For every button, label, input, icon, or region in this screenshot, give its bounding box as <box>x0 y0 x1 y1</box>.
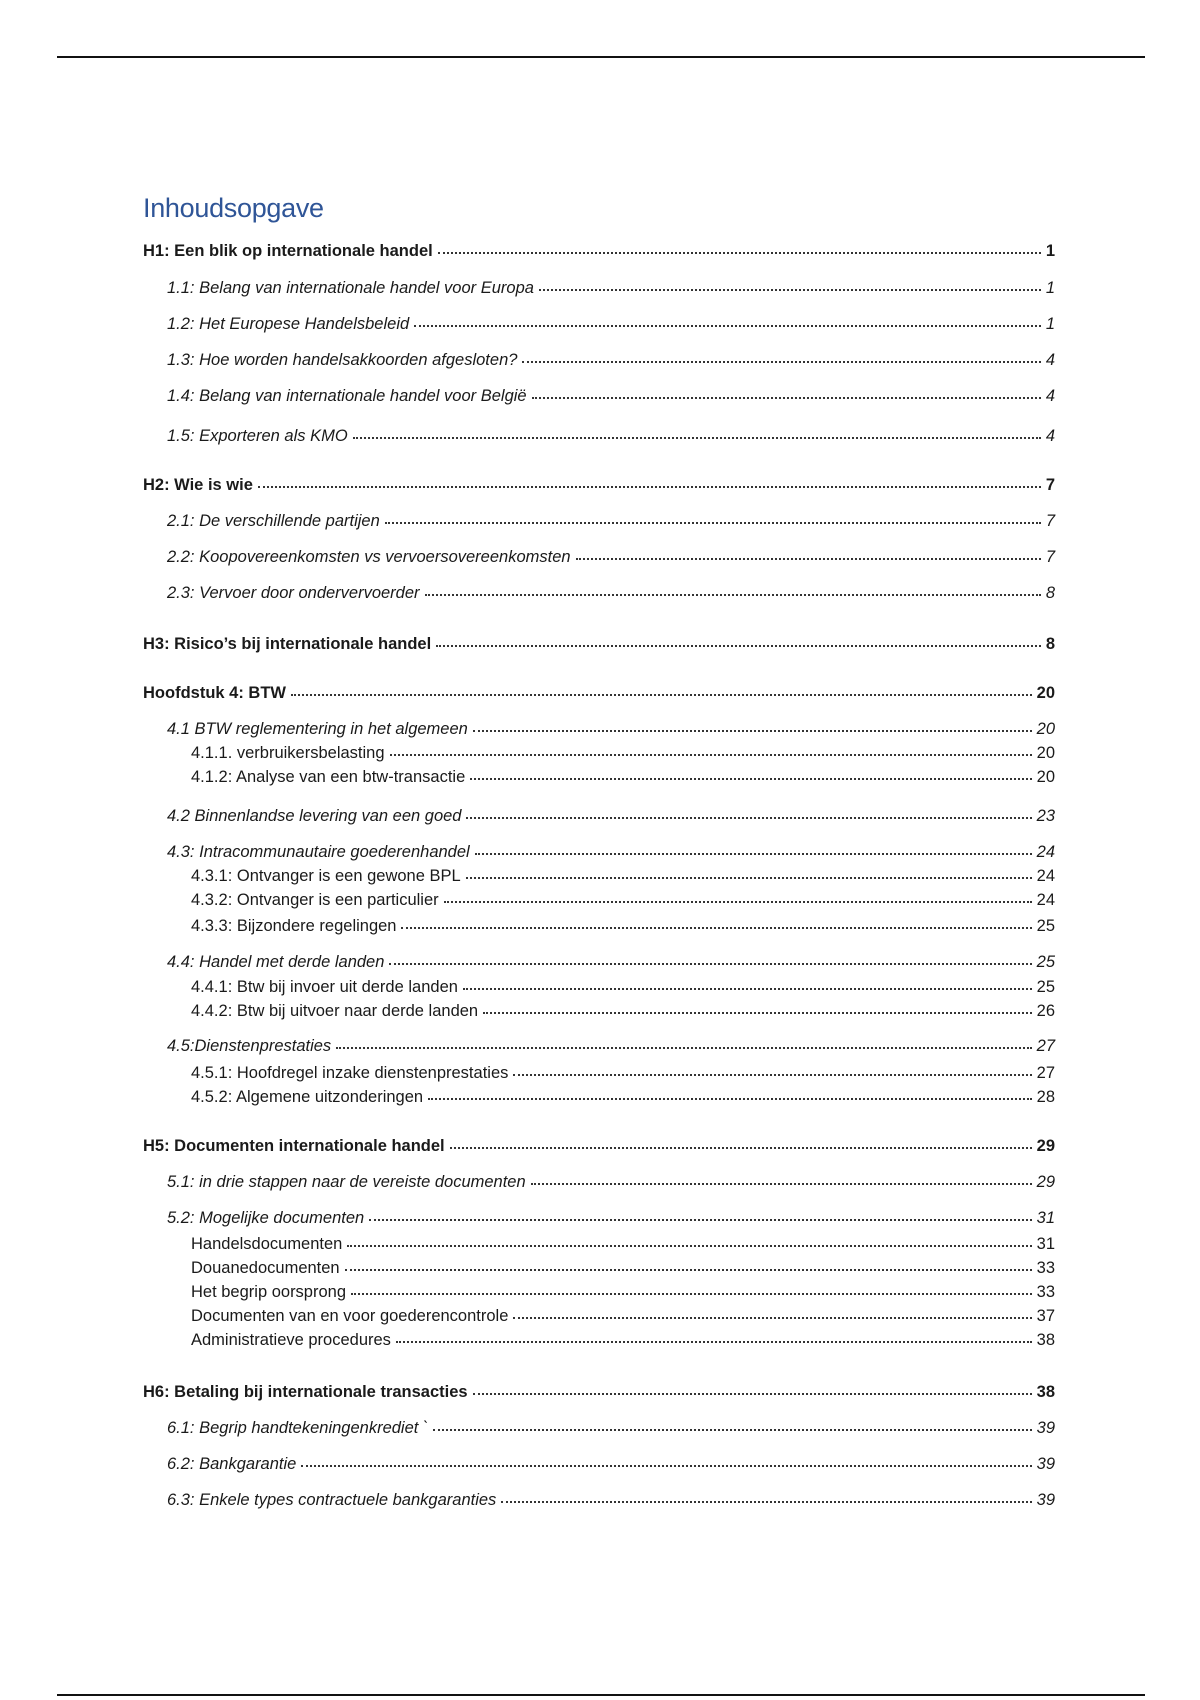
toc-entry[interactable] <box>167 951 1055 973</box>
dot-leader <box>463 984 1032 990</box>
toc-entry[interactable] <box>191 1281 1055 1303</box>
toc-entry-label: Administratieve procedures <box>191 1331 391 1349</box>
toc-entry-label: 6.1: Begrip handtekeningenkrediet ` <box>167 1419 429 1437</box>
toc-entry-label: 5.1: in drie stappen naar de vereiste documenten <box>167 1173 526 1191</box>
toc-entry-page: 25 <box>1036 953 1055 971</box>
toc-entry-page: 28 <box>1036 1088 1055 1106</box>
dot-leader <box>401 923 1031 929</box>
dot-leader <box>539 285 1041 291</box>
dot-leader <box>501 1497 1031 1503</box>
dot-leader <box>576 554 1041 560</box>
toc-entry-label: 2.1: De verschillende partijen <box>167 512 380 530</box>
toc-entry[interactable] <box>191 1000 1055 1022</box>
toc-entry-page: 39 <box>1036 1491 1055 1509</box>
toc-entry[interactable] <box>191 1086 1055 1108</box>
toc-entry-label: 2.3: Vervoer door ondervervoerder <box>167 584 420 602</box>
toc-entry-label: Douanedocumenten <box>191 1259 340 1277</box>
toc-entry[interactable] <box>167 1489 1055 1511</box>
toc-entry-page: 8 <box>1045 584 1055 602</box>
dot-leader <box>532 393 1041 399</box>
toc-entry-page: 4 <box>1045 387 1055 405</box>
toc-entry-label: 4.1 BTW reglementering in het algemeen <box>167 720 468 738</box>
dot-leader <box>390 750 1032 756</box>
toc-entry-label: 1.3: Hoe worden handelsakkoorden afgesloten? <box>167 351 518 369</box>
dot-leader <box>438 248 1041 254</box>
dot-leader <box>513 1313 1031 1319</box>
toc-entry-label: 4.3.3: Bijzondere regelingen <box>191 917 397 935</box>
toc-entry-label: 4.3.1: Ontvanger is een gewone BPL <box>191 867 461 885</box>
toc-entry-page: 7 <box>1045 548 1055 566</box>
toc-entry-page: 24 <box>1036 867 1055 885</box>
dot-leader <box>470 774 1031 780</box>
dot-leader <box>425 590 1041 596</box>
dot-leader <box>414 321 1041 327</box>
toc-entry-page: 1 <box>1045 315 1055 333</box>
toc-entry[interactable] <box>191 865 1055 887</box>
toc-entry[interactable] <box>167 1171 1055 1193</box>
toc-entry[interactable] <box>191 889 1055 911</box>
toc-entry-label: 4.5:Dienstenprestaties <box>167 1037 332 1055</box>
toc-entry-page: 29 <box>1036 1137 1055 1155</box>
dot-leader <box>428 1094 1032 1100</box>
toc-entry[interactable] <box>143 682 1055 704</box>
toc-entry-page: 4 <box>1045 427 1055 445</box>
toc-entry[interactable] <box>191 915 1055 937</box>
toc-entry-label: H3: Risico’s bij internationale handel <box>143 635 432 653</box>
dot-leader <box>291 690 1032 696</box>
toc-entry[interactable] <box>143 240 1055 262</box>
toc-entry-label: 4.1.2: Analyse van een btw-transactie <box>191 768 466 786</box>
toc-entry-page: 7 <box>1045 476 1055 494</box>
toc-entry-page: 27 <box>1036 1037 1055 1055</box>
toc-entry[interactable] <box>167 805 1055 827</box>
dot-leader <box>353 433 1041 439</box>
toc-entry-label: 4.4.1: Btw bij invoer uit derde landen <box>191 978 458 996</box>
toc-entry[interactable] <box>143 474 1055 496</box>
toc-entry[interactable] <box>167 546 1055 568</box>
toc-entry-page: 29 <box>1036 1173 1055 1191</box>
dot-leader <box>483 1008 1032 1014</box>
toc-entry[interactable] <box>191 1233 1055 1255</box>
toc-entry-page: 24 <box>1036 891 1055 909</box>
toc-entry[interactable] <box>143 633 1055 655</box>
toc-entry-label: 1.2: Het Europese Handelsbeleid <box>167 315 410 333</box>
toc-entry-page: 20 <box>1036 768 1055 786</box>
toc-entry-page: 33 <box>1036 1259 1055 1277</box>
toc-entry-label: 1.1: Belang van internationale handel voor Europa <box>167 279 534 297</box>
dot-leader <box>444 897 1032 903</box>
dot-leader <box>522 357 1040 363</box>
footer-rule <box>57 1694 1145 1696</box>
dot-leader <box>473 726 1032 732</box>
dot-leader <box>450 1143 1032 1149</box>
dot-leader <box>369 1215 1031 1221</box>
dot-leader <box>396 1337 1032 1343</box>
toc-entry[interactable] <box>167 385 1055 407</box>
toc-entry-label: H6: Betaling bij internationale transacties <box>143 1383 468 1401</box>
toc-entry-page: 23 <box>1036 807 1055 825</box>
toc-entry-label: 4.4: Handel met derde landen <box>167 953 385 971</box>
dot-leader <box>433 1425 1031 1431</box>
toc-entry-page: 38 <box>1036 1331 1055 1349</box>
toc-entry-label: 4.2 Binnenlandse levering van een goed <box>167 807 462 825</box>
toc-entry-label: 4.5.2: Algemene uitzonderingen <box>191 1088 424 1106</box>
toc-entry[interactable] <box>191 976 1055 998</box>
toc-entry-page: 33 <box>1036 1283 1055 1301</box>
toc-entry-page: 20 <box>1036 720 1055 738</box>
toc-entry-page: 1 <box>1045 242 1055 260</box>
toc-entry[interactable] <box>167 582 1055 604</box>
toc-entry-page: 24 <box>1036 843 1055 861</box>
toc-entry-page: 31 <box>1036 1235 1055 1253</box>
toc-entry-label: Handelsdocumenten <box>191 1235 343 1253</box>
toc-entry-label: 1.5: Exporteren als KMO <box>167 427 348 445</box>
toc-entry-page: 37 <box>1036 1307 1055 1325</box>
toc-entry-label: 6.3: Enkele types contractuele bankgaranties <box>167 1491 497 1509</box>
toc-entry-page: 39 <box>1036 1419 1055 1437</box>
toc-entry-label: 4.3: Intracommunautaire goederenhandel <box>167 843 470 861</box>
toc-entry-label: 1.4: Belang van internationale handel voor België <box>167 387 527 405</box>
dot-leader <box>345 1265 1032 1271</box>
toc-entry[interactable] <box>191 1062 1055 1084</box>
toc-entry-label: 2.2: Koopovereenkomsten vs vervoersovereenkomsten <box>167 548 571 566</box>
toc-entry-label: Documenten van en voor goederencontrole <box>191 1307 509 1325</box>
toc-entry[interactable] <box>167 841 1055 863</box>
dot-leader <box>336 1043 1031 1049</box>
toc-entry[interactable] <box>167 718 1055 740</box>
dot-leader <box>473 1389 1032 1395</box>
toc-entry[interactable] <box>167 277 1055 299</box>
toc-entry-page: 7 <box>1045 512 1055 530</box>
toc-entry-label: 6.2: Bankgarantie <box>167 1455 297 1473</box>
toc-entry-page: 25 <box>1036 978 1055 996</box>
toc-entry[interactable] <box>143 1135 1055 1157</box>
dot-leader <box>351 1289 1032 1295</box>
toc-entry[interactable] <box>191 1257 1055 1279</box>
toc-entry-page: 25 <box>1036 917 1055 935</box>
toc-entry[interactable] <box>191 1329 1055 1351</box>
toc-entry-label: 4.5.1: Hoofdregel inzake dienstenprestaties <box>191 1064 509 1082</box>
toc-entry-page: 26 <box>1036 1002 1055 1020</box>
toc-entry-page: 20 <box>1036 684 1055 702</box>
toc-entry-page: 27 <box>1036 1064 1055 1082</box>
toc-entry[interactable] <box>167 1035 1055 1057</box>
toc-entry-page: 1 <box>1045 279 1055 297</box>
toc-entry-label: 4.1.1. verbruikersbelasting <box>191 744 385 762</box>
dot-leader <box>385 518 1041 524</box>
toc-entry[interactable] <box>167 510 1055 532</box>
dot-leader <box>531 1179 1032 1185</box>
toc-entry-page: 4 <box>1045 351 1055 369</box>
toc-entry-label: Het begrip oorsprong <box>191 1283 347 1301</box>
toc-entry-label: 5.2: Mogelijke documenten <box>167 1209 365 1227</box>
toc-entry-page: 38 <box>1036 1383 1055 1401</box>
dot-leader <box>258 482 1041 488</box>
dot-leader <box>513 1070 1031 1076</box>
toc-title: Inhoudsopgave <box>143 193 324 223</box>
toc-entry[interactable] <box>191 1305 1055 1327</box>
dot-leader <box>466 813 1031 819</box>
dot-leader <box>475 849 1032 855</box>
toc-entry-label: 4.3.2: Ontvanger is een particulier <box>191 891 439 909</box>
toc-entry[interactable] <box>167 313 1055 335</box>
toc-entry[interactable] <box>167 1207 1055 1229</box>
toc-entry-page: 39 <box>1036 1455 1055 1473</box>
toc-entry-label: Hoofdstuk 4: BTW <box>143 684 286 702</box>
toc-entry[interactable] <box>191 766 1055 788</box>
dot-leader <box>436 641 1041 647</box>
toc-entry-label: H5: Documenten internationale handel <box>143 1137 445 1155</box>
toc-entry[interactable] <box>167 425 1055 447</box>
dot-leader <box>301 1461 1031 1467</box>
toc-entry-page: 20 <box>1036 744 1055 762</box>
dot-leader <box>347 1241 1031 1247</box>
toc-entry-label: H2: Wie is wie <box>143 476 253 494</box>
dot-leader <box>466 873 1032 879</box>
toc-entry[interactable] <box>191 742 1055 764</box>
toc-entry-label: H1: Een blik op internationale handel <box>143 242 433 260</box>
toc-entry[interactable] <box>167 349 1055 371</box>
toc-entry-page: 31 <box>1036 1209 1055 1227</box>
toc-entry[interactable] <box>167 1453 1055 1475</box>
toc-entry-page: 8 <box>1045 635 1055 653</box>
dot-leader <box>389 959 1031 965</box>
toc-entry[interactable] <box>143 1381 1055 1403</box>
toc-entry-label: 4.4.2: Btw bij uitvoer naar derde landen <box>191 1002 479 1020</box>
toc-entry[interactable] <box>167 1417 1055 1439</box>
